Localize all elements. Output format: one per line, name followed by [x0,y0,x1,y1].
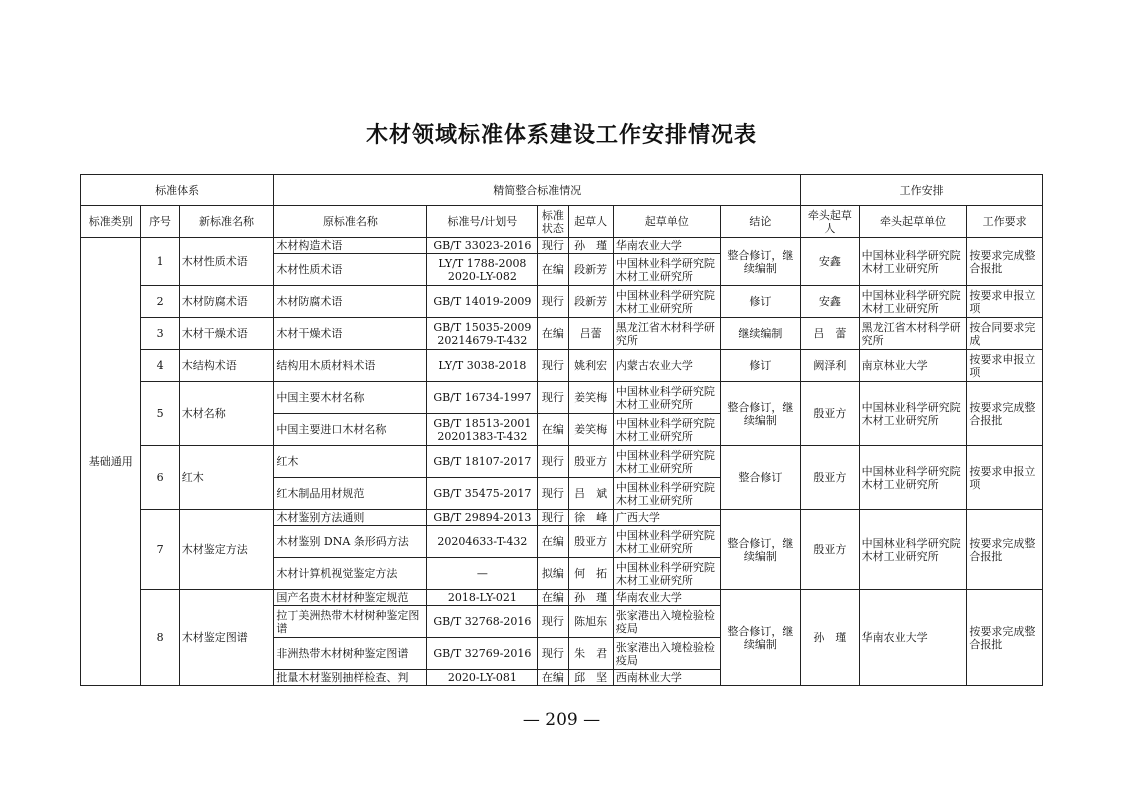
status-cell: 现行 [538,478,568,510]
unit-cell: 中国林业科学研究院木材工业研究所 [613,478,720,510]
drafter-cell: 段新芳 [568,254,613,286]
lead-drafter-cell: 安鑫 [801,286,859,318]
header-requirement: 工作要求 [967,206,1043,238]
status-cell: 现行 [538,238,568,254]
lead-drafter-cell: 安鑫 [801,238,859,286]
std-no-cell: LY/T 3038-2018 [427,350,538,382]
header-std-no: 标准号/计划号 [427,206,538,238]
orig-name-cell: 木材计算机视觉鉴定方法 [274,558,427,590]
drafter-cell: 孙 瑾 [568,238,613,254]
orig-name-cell: 中国主要木材名称 [274,382,427,414]
table-row [81,382,1043,414]
std-no-cell: 20204633-T-432 [427,526,538,558]
status-cell: 在编 [538,318,568,350]
std-no-cell: GB/T 35475-2017 [427,478,538,510]
conclusion-cell: 整合修订 [720,446,801,510]
lead-drafter-cell: 吕 蕾 [801,318,859,350]
table-row [81,286,1043,318]
new-name-cell: 木材鉴定方法 [179,510,274,590]
header-unit: 起草单位 [613,206,720,238]
table-row [81,510,1043,526]
new-name-cell: 木材防腐术语 [179,286,274,318]
status-cell: 在编 [538,526,568,558]
category-cell: 基础通用 [81,238,141,686]
conclusion-cell: 整合修订，继续编制 [720,590,801,686]
status-cell: 现行 [538,446,568,478]
orig-name-cell: 木材构造术语 [274,238,427,254]
status-cell: 现行 [538,350,568,382]
table-row [81,590,1043,606]
page-number: — 209 — [522,710,601,730]
status-cell: 在编 [538,670,568,686]
requirement-cell: 按要求完成整合报批 [967,590,1043,686]
std-no-cell: 2020-LY-081 [427,670,538,686]
drafter-cell: 邱 坚 [568,670,613,686]
orig-name-cell: 红木制品用材规范 [274,478,427,510]
new-name-cell: 木材名称 [179,382,274,446]
lead-drafter-cell: 殷亚方 [801,510,859,590]
lead-drafter-cell: 殷亚方 [801,446,859,510]
std-no-cell: GB/T 33023-2016 [427,238,538,254]
status-cell: 现行 [538,382,568,414]
unit-cell: 内蒙古农业大学 [613,350,720,382]
orig-name-cell: 红木 [274,446,427,478]
requirement-cell: 按要求申报立项 [967,350,1043,382]
std-no-cell: GB/T 18513-2001 20201383-T-432 [427,414,538,446]
header-category: 标准类别 [81,206,141,238]
lead-drafter-cell: 殷亚方 [801,382,859,446]
conclusion-cell: 继续编制 [720,318,801,350]
new-name-cell: 红木 [179,446,274,510]
std-no-cell: GB/T 32769-2016 [427,638,538,670]
seq-cell: 3 [141,318,179,350]
standards-table [80,174,1043,686]
std-no-cell: LY/T 1788-2008 2020-LY-082 [427,254,538,286]
header-consolidation: 精简整合标准情况 [274,175,801,206]
new-name-cell: 木材鉴定图谱 [179,590,274,686]
drafter-cell: 吕 斌 [568,478,613,510]
lead-unit-cell: 中国林业科学研究院木材工业研究所 [859,286,967,318]
status-cell: 现行 [538,606,568,638]
status-cell: 在编 [538,414,568,446]
table-row [81,350,1043,382]
drafter-cell: 朱 君 [568,638,613,670]
table-row [81,446,1043,478]
new-name-cell: 木结构术语 [179,350,274,382]
header-seq: 序号 [141,206,179,238]
unit-cell: 中国林业科学研究院木材工业研究所 [613,446,720,478]
status-cell: 现行 [538,510,568,526]
status-cell: 现行 [538,638,568,670]
page-title: 木材领域标准体系建设工作安排情况表 [365,123,757,148]
header-work-arrangement: 工作安排 [801,175,1043,206]
drafter-cell: 徐 峰 [568,510,613,526]
orig-name-cell: 非洲热带木材树种鉴定图谱 [274,638,427,670]
header-lead-unit: 牵头起草单位 [859,206,967,238]
unit-cell: 黑龙江省木材科学研究所 [613,318,720,350]
std-no-cell: GB/T 15035-2009 20214679-T-432 [427,318,538,350]
seq-cell: 7 [141,510,179,590]
table-row [81,238,1043,254]
unit-cell: 中国林业科学研究院木材工业研究所 [613,558,720,590]
std-no-cell: GB/T 16734-1997 [427,382,538,414]
orig-name-cell: 木材鉴别 DNA 条形码方法 [274,526,427,558]
orig-name-cell: 木材干燥术语 [274,318,427,350]
new-name-cell: 木材干燥术语 [179,318,274,350]
drafter-cell: 殷亚方 [568,446,613,478]
orig-name-cell: 拉丁美洲热带木材树种鉴定图谱 [274,606,427,638]
new-name-cell: 木材性质术语 [179,238,274,286]
drafter-cell: 殷亚方 [568,526,613,558]
header-status: 标准状态 [538,206,568,238]
std-no-cell: GB/T 14019-2009 [427,286,538,318]
drafter-cell: 段新芳 [568,286,613,318]
lead-drafter-cell: 阙泽利 [801,350,859,382]
orig-name-cell: 中国主要进口木材名称 [274,414,427,446]
status-cell: 在编 [538,590,568,606]
status-cell: 现行 [538,286,568,318]
seq-cell: 8 [141,590,179,686]
lead-unit-cell: 中国林业科学研究院木材工业研究所 [859,446,967,510]
lead-unit-cell: 中国林业科学研究院木材工业研究所 [859,238,967,286]
lead-unit-cell: 中国林业科学研究院木材工业研究所 [859,382,967,446]
conclusion-cell: 修订 [720,286,801,318]
seq-cell: 6 [141,446,179,510]
drafter-cell: 陈旭东 [568,606,613,638]
drafter-cell: 姚利宏 [568,350,613,382]
status-cell: 在编 [538,254,568,286]
std-no-cell: GB/T 32768-2016 [427,606,538,638]
requirement-cell: 按合同要求完成 [967,318,1043,350]
unit-cell: 西南林业大学 [613,670,720,686]
lead-unit-cell: 中国林业科学研究院木材工业研究所 [859,510,967,590]
orig-name-cell: 木材防腐术语 [274,286,427,318]
orig-name-cell: 结构用木质材料术语 [274,350,427,382]
table-row [81,318,1043,350]
requirement-cell: 按要求完成整合报批 [967,382,1043,446]
conclusion-cell: 整合修订，继续编制 [720,238,801,286]
header-drafter: 起草人 [568,206,613,238]
orig-name-cell: 木材鉴别方法通则 [274,510,427,526]
unit-cell: 张家港出入境检验检疫局 [613,638,720,670]
orig-name-cell: 木材性质术语 [274,254,427,286]
lead-drafter-cell: 孙 瑾 [801,590,859,686]
requirement-cell: 按要求完成整合报批 [967,510,1043,590]
orig-name-cell: 国产名贵木材材种鉴定规范 [274,590,427,606]
unit-cell: 中国林业科学研究院木材工业研究所 [613,526,720,558]
unit-cell: 华南农业大学 [613,590,720,606]
header-standard-system: 标准体系 [81,175,274,206]
header-orig-name: 原标准名称 [274,206,427,238]
header-conclusion: 结论 [720,206,801,238]
unit-cell: 中国林业科学研究院木材工业研究所 [613,286,720,318]
orig-name-cell: 批量木材鉴别抽样检查、判 [274,670,427,686]
unit-cell: 广西大学 [613,510,720,526]
header-row-1 [81,175,1043,206]
drafter-cell: 何 拓 [568,558,613,590]
conclusion-cell: 整合修订，继续编制 [720,510,801,590]
header-new-name: 新标准名称 [179,206,274,238]
lead-unit-cell: 南京林业大学 [859,350,967,382]
drafter-cell: 孙 瑾 [568,590,613,606]
std-no-cell: — [427,558,538,590]
unit-cell: 中国林业科学研究院木材工业研究所 [613,254,720,286]
unit-cell: 中国林业科学研究院木材工业研究所 [613,382,720,414]
lead-unit-cell: 黑龙江省木材科学研究所 [859,318,967,350]
seq-cell: 5 [141,382,179,446]
header-row-2 [81,206,1043,238]
requirement-cell: 按要求完成整合报批 [967,238,1043,286]
seq-cell: 1 [141,238,179,286]
std-no-cell: GB/T 29894-2013 [427,510,538,526]
std-no-cell: 2018-LY-021 [427,590,538,606]
unit-cell: 华南农业大学 [613,238,720,254]
drafter-cell: 吕蕾 [568,318,613,350]
drafter-cell: 姜笑梅 [568,382,613,414]
drafter-cell: 姜笑梅 [568,414,613,446]
lead-unit-cell: 华南农业大学 [859,590,967,686]
status-cell: 拟编 [538,558,568,590]
conclusion-cell: 修订 [720,350,801,382]
header-lead-drafter: 牵头起草人 [801,206,859,238]
conclusion-cell: 整合修订，继续编制 [720,382,801,446]
requirement-cell: 按要求申报立项 [967,286,1043,318]
unit-cell: 中国林业科学研究院木材工业研究所 [613,414,720,446]
seq-cell: 4 [141,350,179,382]
seq-cell: 2 [141,286,179,318]
std-no-cell: GB/T 18107-2017 [427,446,538,478]
unit-cell: 张家港出入境检验检疫局 [613,606,720,638]
requirement-cell: 按要求申报立项 [967,446,1043,510]
